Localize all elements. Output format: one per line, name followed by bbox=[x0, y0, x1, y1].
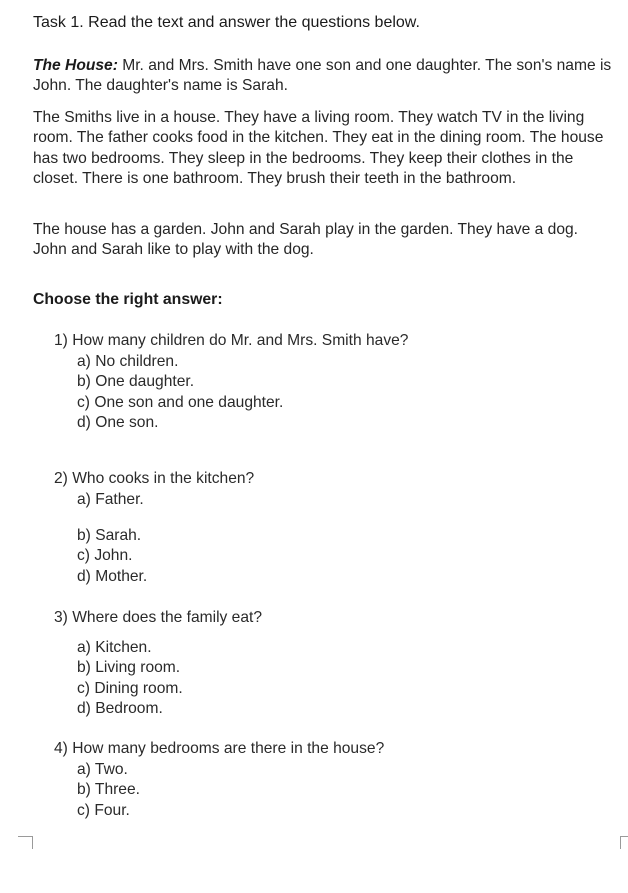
question-1-option-d: d) One son. bbox=[77, 414, 159, 431]
paragraph-garden: The house has a garden. John and Sarah play in the garden. They have a dog. John and Sarah like to play with the dog. bbox=[33, 221, 579, 259]
paragraph-intro-body: Mr. and Mrs. Smith have one son and one daughter. The son's name is John. The daughter's name is Sarah. bbox=[33, 57, 612, 95]
question-2-option-d: d) Mother. bbox=[77, 568, 148, 585]
question-3-option-b: b) Living room. bbox=[77, 659, 181, 676]
house-label: The House: bbox=[33, 57, 118, 74]
question-3: 3) Where does the family eat? bbox=[54, 609, 263, 626]
question-2-option-b: b) Sarah. bbox=[77, 527, 142, 544]
page-margin-mark-right bbox=[620, 836, 628, 849]
paragraph-intro bbox=[33, 56, 613, 97]
question-1-option-b: b) One daughter. bbox=[77, 373, 195, 390]
task-title: Task 1. Read the text and answer the questions below. bbox=[33, 14, 420, 31]
question-4-option-b: b) Three. bbox=[77, 781, 140, 798]
question-2-option-c: c) John. bbox=[77, 547, 133, 564]
question-3-option-a: a) Kitchen. bbox=[77, 639, 152, 656]
question-3-option-c: c) Dining room. bbox=[77, 680, 183, 697]
paragraph-rooms: The Smiths live in a house. They have a living room. They watch TV in the living room. The father cooks food in the kitchen. They eat in the dining room. The house has two bedrooms. They sleep in the bedrooms. They keep their clothes in the closet. There is one bathroom. They brush their teeth in the bathroom. bbox=[33, 109, 604, 187]
question-1-option-c: c) One son and one daughter. bbox=[77, 394, 284, 411]
question-4-option-a: a) Two. bbox=[77, 761, 128, 778]
choose-heading: Choose the right answer: bbox=[33, 291, 223, 308]
question-1-option-a: a) No children. bbox=[77, 353, 179, 370]
question-1: 1) How many children do Mr. and Mrs. Smith have? bbox=[54, 332, 409, 349]
page-margin-mark-left bbox=[18, 836, 33, 849]
question-3-option-d: d) Bedroom. bbox=[77, 700, 163, 717]
question-2: 2) Who cooks in the kitchen? bbox=[54, 470, 255, 487]
question-4: 4) How many bedrooms are there in the house? bbox=[54, 740, 385, 757]
question-4-option-c: c) Four. bbox=[77, 802, 130, 819]
question-2-option-a: a) Father. bbox=[77, 491, 144, 508]
